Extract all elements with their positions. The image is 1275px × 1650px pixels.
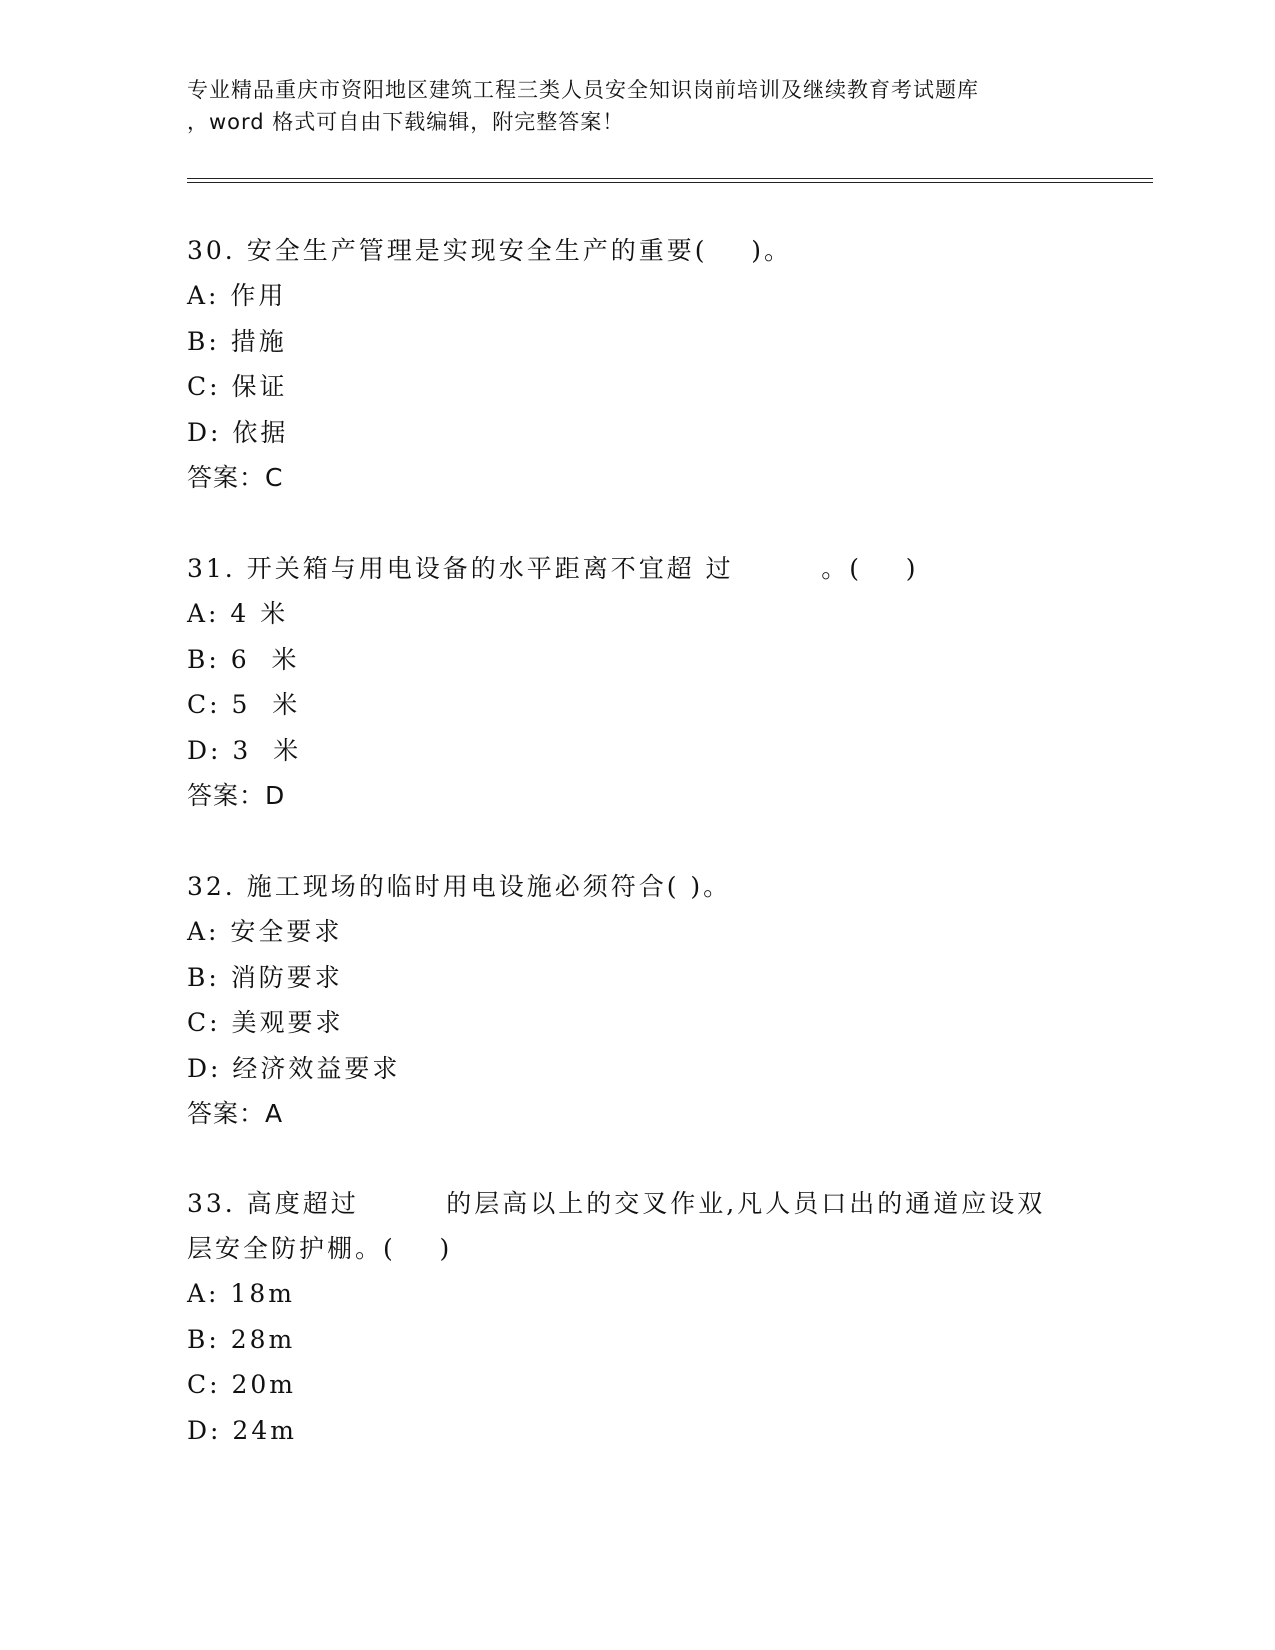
option-b: B: 28m [187,1324,296,1354]
question-31 [187,546,1087,818]
option-a: A: 4 米 [187,599,289,628]
option-c: C: 保证 [187,372,288,401]
option-c: C: 5 米 [187,690,301,719]
question-stem-line-1: 33. 高度超过 的层高以上的交叉作业,凡人员口出的通道应设双 [187,1189,1046,1218]
header-divider-top [187,178,1153,179]
option-c: C: 美观要求 [187,1008,344,1037]
question-32 [187,864,1087,1136]
option-d: D: 3 米 [187,735,302,765]
question-stem-line-2: 层安全防护棚。( ) [187,1234,453,1263]
document-header [187,74,1087,138]
option-a: A: 18m [187,1279,295,1308]
answer: 答案：C [187,463,284,492]
option-d: D: 依据 [187,417,289,447]
answer: 答案：A [187,1099,284,1128]
option-b: B: 6 米 [187,644,300,674]
option-d: D: 24m [187,1415,297,1445]
option-d: D: 经济效益要求 [187,1053,401,1083]
question-33 [187,1181,1087,1453]
question-stem: 30. 安全生产管理是实现安全生产的重要( )。 [187,236,793,265]
question-30 [187,228,1087,500]
option-b: B: 措施 [187,326,287,356]
option-b: B: 消防要求 [187,962,343,992]
header-line-1: 专业精品重庆市资阳地区建筑工程三类人员安全知识岗前培训及继续教育考试题库 [187,78,979,102]
header-divider-bottom [187,182,1153,183]
answer: 答案：D [187,781,286,810]
question-stem: 31. 开关箱与用电设备的水平距离不宜超 过 。( ) [187,554,919,583]
question-stem: 32. 施工现场的临时用电设施必须符合( )。 [187,872,732,901]
option-c: C: 20m [187,1370,297,1399]
option-a: A: 作用 [187,281,287,310]
header-line-2: ，word 格式可自由下载编辑，附完整答案！ [187,110,625,134]
option-a: A: 安全要求 [187,917,343,946]
